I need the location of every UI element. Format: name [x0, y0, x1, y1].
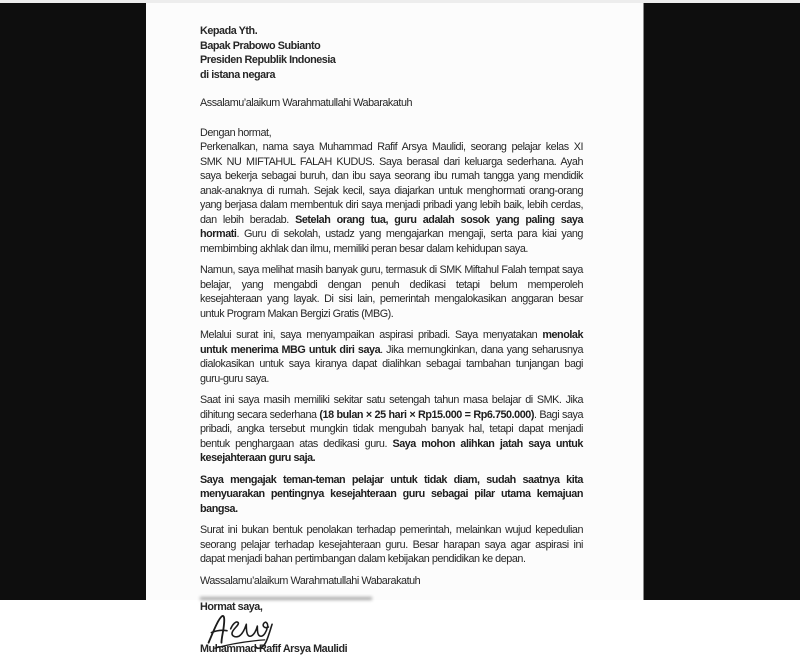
- letter-page: [146, 2, 644, 600]
- emphasized-text-run: Saya mohon alihkan jatah saya untuk kesejahteraan guru saja.: [200, 438, 583, 465]
- text-run: . Jika memungkinkan, dana yang seharusnya dialokasikan untuk saya kiranya dapat dialihkan sebagai tambahan tunjangan bagi guru-guru saya.: [200, 344, 583, 385]
- handwritten-signature: [204, 615, 583, 639]
- text-run: Surat ini bukan bentuk penolakan terhadap pemerintah, melainkan wujud kepedulian seorang pelajar terhadap kesejahteraan guru. Besar harapan saya agar aspirasi ini dapat menjadi bahan pertimbangan dalam kebijakan pendidikan ke depan.: [200, 524, 583, 565]
- emphasized-text-run: (18 bulan × 25 hari × Rp15.000 = Rp6.750.000): [319, 409, 534, 421]
- letter-paragraph: [200, 393, 583, 466]
- text-run: Perkenalkan, nama saya Muhammad Rafif Arsya Maulidi, seorang pelajar kelas XI SMK NU MIFTAHUL FALAH KUDUS. Saya berasal dari keluarga sederhana. Ayah saya bekerja sebagai buruh, dan ibu saya seorang ibu rumah tangga yang mendidik anak-anaknya di rumah. Sejak kecil, saya diajarkan untuk menghormati orang-orang yang berjasa dalam membentuk diri saya menjadi pribadi yang lebih baik, lebih cerdas, dan lebih beradab.: [200, 141, 583, 226]
- text-run: Melalui surat ini, saya menyampaikan aspirasi pribadi. Saya menyatakan: [200, 329, 542, 341]
- recipient-block: [200, 24, 583, 82]
- cutoff-text-smudge: [200, 597, 372, 600]
- letter-paragraph: [200, 523, 583, 567]
- window-top-edge: [0, 0, 800, 3]
- signoff: Hormat saya,: [200, 600, 583, 615]
- text-run: Dengan hormat,: [200, 127, 271, 139]
- recipient-line: Bapak Prabowo Subianto: [200, 39, 583, 54]
- closing-salutation: Wassalamu’alaikum Warahmatullahi Wabarakatuh: [200, 574, 583, 589]
- text-run: . Guru di sekolah, ustadz yang mengajarkan mengaji, serta para kiai yang membimbing akhlak dan ilmu, memiliki peran besar dalam kehidupan saya.: [200, 228, 583, 255]
- letter-paragraph: [200, 328, 583, 386]
- letter-paragraph: [200, 263, 583, 321]
- recipient-line: Presiden Republik Indonesia: [200, 53, 583, 68]
- signature-scribble-icon: [204, 612, 296, 654]
- opening-salutation: Assalamu’alaikum Warahmatullahi Wabarakatuh: [200, 96, 583, 111]
- recipient-line: di istana negara: [200, 68, 583, 83]
- emphasized-text-run: Saya mengajak teman-teman pelajar untuk tidak diam, sudah saatnya kita menyuarakan pentingnya kesejahteraan guru sebagai pilar utama kemajuan bangsa.: [200, 474, 583, 515]
- letter-paragraph: [200, 473, 583, 517]
- recipient-line: Kepada Yth.: [200, 24, 583, 39]
- emphasized-text-run: menolak untuk menerima MBG untuk diri saya: [200, 329, 583, 356]
- text-run: Namun, saya melihat masih banyak guru, termasuk di SMK Miftahul Falah tempat saya belajar, yang mengabdi dengan penuh dedikasi tetapi belum memperoleh kesejahteraan yang layak. Di sisi lain, pemerintah mengalokasikan anggaran besar untuk Program Makan Bergizi Gratis (MBG).: [200, 264, 583, 320]
- emphasized-text-run: Setelah orang tua, guru adalah sosok yang paling saya hormati: [200, 214, 583, 241]
- text-run: . Bagi saya pribadi, angka tersebut mungkin tidak mengubah banyak hal, tetapi dapat menjadi bentuk penghargaan atas dedikasi guru.: [200, 409, 583, 450]
- signer-name: Muhammad Rafif Arsya Maulidi: [200, 642, 583, 656]
- letter-body: [200, 126, 583, 567]
- text-run: Saat ini saya masih memiliki sekitar satu setengah tahun masa belajar di SMK. Jika dihitung secara sederhana: [200, 394, 583, 421]
- letter-paragraph: [200, 126, 583, 257]
